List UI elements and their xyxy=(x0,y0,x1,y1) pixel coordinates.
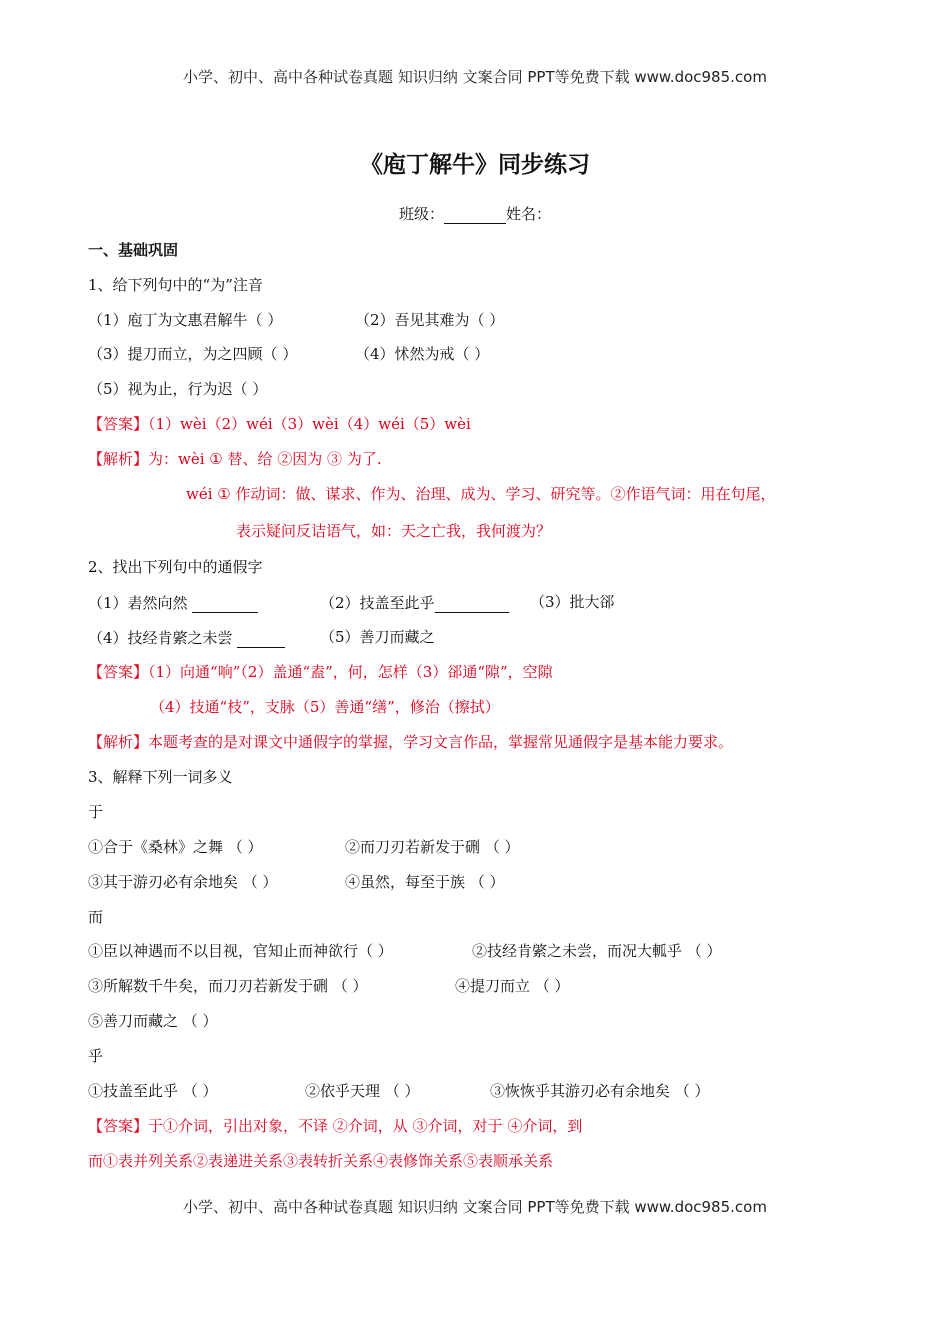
analysis-tag: 【解析】 xyxy=(88,733,149,751)
q1-stem: 1、给下列句中的“为”注音 xyxy=(88,276,263,294)
q2-answer-line-2: （4）技通“枝”，支脉（5）善通“缮”，修治（擦拭） xyxy=(150,698,500,716)
analysis-tag: 【解析】 xyxy=(88,450,149,468)
page-footer: 小学、初中、高中各种试卷真题 知识归纳 文案合同 PPT等免费下载 www.doc985.com xyxy=(183,1198,767,1216)
answer-text: （1）wèi（2）wéi（3）wèi（4）wéi（5）wèi xyxy=(148,415,471,433)
q3-hu-1: ①技盖至此乎 （ ） xyxy=(88,1082,218,1100)
q2-item-1-text: （1）砉然向然 xyxy=(88,594,188,612)
class-name-line xyxy=(0,203,950,224)
q3-answer-line-2: 而①表并列关系②表递进关系③表转折关系④表修饰关系⑤表顺承关系 xyxy=(88,1152,554,1170)
q3-hu-2: ②依乎天理 （ ） xyxy=(305,1082,420,1100)
q3-er-1: ①臣以神遇而不以目视，官知止而神欲行（ ） xyxy=(88,942,393,960)
q3-yu-4: ④虽然，每至于族 （ ） xyxy=(345,873,505,891)
answer-tag: 【答案】 xyxy=(88,663,149,681)
class-blank xyxy=(444,205,506,224)
q2-stem: 2、找出下列句中的通假字 xyxy=(88,558,263,576)
q1-item-2: （2）吾见其难为（ ） xyxy=(355,311,505,329)
q3-er-2: ②技经肯綮之未尝，而况大軱乎 （ ） xyxy=(472,942,722,960)
q1-analysis-line-2: wéi ① 作动词：做、谋求、作为、治理、成为、学习、研究等。②作语气词：用在句尾， xyxy=(186,485,776,503)
answer-text: （1）向通“响”（2）盖通“盍”，何，怎样（3）郤通“隙”，空隙 xyxy=(148,663,553,681)
q2-item-5: （5）善刀而藏之 xyxy=(320,628,435,646)
q3-er-5: ⑤善刀而藏之 （ ） xyxy=(88,1012,218,1030)
name-label: 姓名： xyxy=(506,205,552,223)
q3-er-3: ③所解数千牛矣，而刀刃若新发于硎 （ ） xyxy=(88,977,368,995)
q2-item-3: （3）批大郤 xyxy=(530,593,615,611)
q3-word-hu: 乎 xyxy=(88,1047,104,1065)
q2-item-2 xyxy=(320,592,509,613)
q2-item-1 xyxy=(88,592,258,613)
q1-item-4: （4）怵然为戒（ ） xyxy=(355,345,490,363)
q1-item-1: （1）庖丁为文惠君解牛（ ） xyxy=(88,311,283,329)
q1-item-3: （3）提刀而立，为之四顾（ ） xyxy=(88,345,298,363)
answer-blank xyxy=(435,592,509,613)
q3-word-yu: 于 xyxy=(88,803,104,821)
section-heading: 一、基础巩固 xyxy=(88,241,179,259)
q1-answer xyxy=(88,414,471,434)
q3-yu-2: ②而刀刃若新发于硎 （ ） xyxy=(345,838,520,856)
answer-tag: 【答案】 xyxy=(88,1117,149,1135)
answer-text: 于①介词，引出对象，不译 ②介词，从 ③介词，对于 ④介词，到 xyxy=(148,1117,583,1135)
q3-er-4: ④提刀而立 （ ） xyxy=(455,977,570,995)
class-label: 班级： xyxy=(398,205,444,223)
q2-answer xyxy=(88,662,553,682)
answer-blank xyxy=(192,592,258,613)
q1-analysis xyxy=(88,449,382,469)
q1-analysis-line-3: 表示疑问反诘语气，如：天之亡我，我何渡为？ xyxy=(236,522,552,540)
q3-hu-3: ③恢恢乎其游刃必有余地矣 （ ） xyxy=(490,1082,710,1100)
analysis-text: 为：wèi ① 替、给 ②因为 ③ 为了. xyxy=(148,450,382,468)
q2-item-4 xyxy=(88,627,285,648)
answer-tag: 【答案】 xyxy=(88,415,149,433)
q2-analysis xyxy=(88,732,733,752)
q3-yu-1: ①合于《桑林》之舞 （ ） xyxy=(88,838,263,856)
q3-word-er: 而 xyxy=(88,908,104,926)
q2-item-4-text: （4）技经肯綮之未尝 xyxy=(88,629,233,647)
q2-item-2-text: （2）技盖至此乎 xyxy=(320,594,435,612)
answer-blank xyxy=(237,627,285,648)
q3-yu-3: ③其于游刃必有余地矣 （ ） xyxy=(88,873,278,891)
q1-item-5: （5）视为止，行为迟（ ） xyxy=(88,380,268,398)
page-title: 《庖丁解牛》同步练习 xyxy=(360,152,590,178)
q3-stem: 3、解释下列一词多义 xyxy=(88,768,233,786)
page-header: 小学、初中、高中各种试卷真题 知识归纳 文案合同 PPT等免费下载 www.doc985.com xyxy=(183,68,767,86)
analysis-text: 本题考查的是对课文中通假字的掌握，学习文言作品，掌握常见通假字是基本能力要求。 xyxy=(148,733,734,751)
q3-answer xyxy=(88,1116,582,1136)
